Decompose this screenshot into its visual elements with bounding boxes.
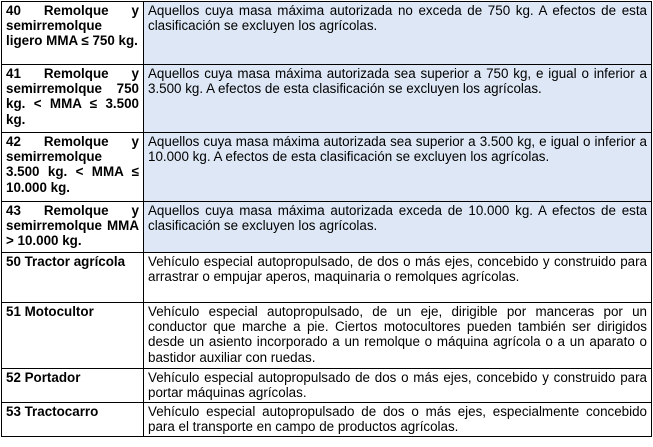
category-code: 50 Tractor agrícola bbox=[2, 253, 144, 303]
category-description: Vehículo especial autopropulsado de dos o más ejes, concebido y construido para portar máquinas agrícolas. bbox=[144, 369, 652, 403]
category-code: 40 Remolque y semirremolque ligero MMA ≤ 750 kg. bbox=[2, 2, 144, 65]
category-code: 42 Remolque y semirremolque 3.500 kg. < MMA ≤ 10.000 kg. bbox=[2, 133, 144, 202]
category-code: 53 Tractocarro bbox=[2, 403, 144, 437]
category-code: 43 Remolque y semirremolque MMA > 10.000 kg. bbox=[2, 202, 144, 253]
table-row bbox=[2, 133, 652, 202]
category-description: Vehículo especial autopropulsado de dos o más ejes, especialmente concebido para el transporte en campo de productos agrícolas. bbox=[144, 403, 652, 437]
category-description: Vehículo especial autopropulsado, de un eje, dirigible por manceras por un conductor que marche a pie. Ciertos motocultores pueden también ser dirigidos desde un asiento incorporado a un remolque o máquina agrícola o a un aparato o bastidor auxiliar con ruedas. bbox=[144, 303, 652, 369]
table-row bbox=[2, 403, 652, 437]
category-description: Aquellos cuya masa máxima autorizada exceda de 10.000 kg. A efectos de esta clasificación se excluyen los agrícolas. bbox=[144, 202, 652, 253]
category-code: 52 Portador bbox=[2, 369, 144, 403]
table-row bbox=[2, 65, 652, 133]
category-description: Aquellos cuya masa máxima autorizada sea superior a 750 kg, e igual o inferior a 3.500 kg. A efectos de esta clasificación se excluyen los agrícolas. bbox=[144, 65, 652, 133]
table-row bbox=[2, 2, 652, 65]
vehicle-classification-table bbox=[1, 1, 652, 437]
category-description: Aquellos cuya masa máxima autorizada sea superior a 3.500 kg, e igual o inferior a 10.000 kg. A efectos de esta clasificación se excluyen los agrícolas. bbox=[144, 133, 652, 202]
table-row bbox=[2, 253, 652, 303]
table-row bbox=[2, 303, 652, 369]
category-description: Aquellos cuya masa máxima autorizada no exceda de 750 kg. A efectos de esta clasificación se excluyen los agrícolas. bbox=[144, 2, 652, 65]
category-description: Vehículo especial autopropulsado, de dos o más ejes, concebido y construido para arrastrar o empujar aperos, maquinaria o remolques agrícolas. bbox=[144, 253, 652, 303]
category-code: 41 Remolque y semirremolque 750 kg. < MMA ≤ 3.500 kg. bbox=[2, 65, 144, 133]
category-code: 51 Motocultor bbox=[2, 303, 144, 369]
table-row bbox=[2, 369, 652, 403]
table-row bbox=[2, 202, 652, 253]
